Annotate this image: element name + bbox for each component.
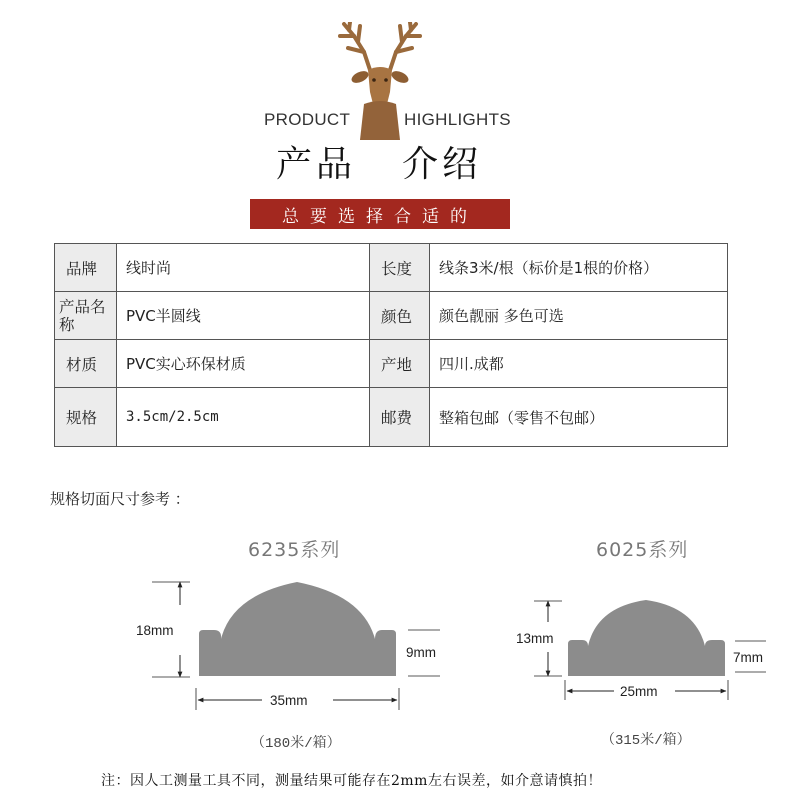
footnote: 注：因人工测量工具不同，测量结果可能存在2mm左右误差，如介意请慎拍！ [101,773,602,789]
spec-label: 邮费 [370,388,430,447]
spec-value: PVC半圆线 [117,292,370,340]
spec-value: 四川.成都 [430,340,728,388]
spec-label: 产品名称 [55,292,117,340]
spec-label: 品牌 [55,244,117,292]
slogan-banner: 总要选择合适的 [250,199,510,229]
page-title-left: 产品 [276,144,357,185]
series-name-6025: 6025系列 [596,539,689,561]
series-name-6235: 6235系列 [248,539,341,561]
spec-value: 整箱包邮（零售不包邮） [430,388,728,447]
dim-width-6025: 25mm [620,684,658,699]
spec-value: 线条3米/根（标价是1根的价格） [430,244,728,292]
spec-value: PVC实心环保材质 [117,340,370,388]
spec-label: 材质 [55,340,117,388]
dim-height-6025: 13mm [516,631,554,646]
spec-label: 规格 [55,388,117,447]
dim-edge-6235: 9mm [406,645,436,660]
highlights-text-right: HIGHLIGHTS [404,110,511,129]
page-title-right: 介绍 [402,144,483,185]
spec-label: 颜色 [370,292,430,340]
profile-shape-6235 [199,582,396,676]
dim-width-6235: 35mm [270,693,308,708]
spec-label: 产地 [370,340,430,388]
spec-value: 线时尚 [117,244,370,292]
spec-value: 颜色靓丽 多色可选 [430,292,728,340]
spec-value: 3.5cm/2.5cm [117,388,370,447]
profile-shape-6025 [568,600,725,676]
box-quantity-6025: （315米/箱） [601,733,691,749]
highlights-text-left: PRODUCT [264,110,351,129]
section-title: 规格切面尺寸参考 ： [50,490,190,508]
spec-label: 长度 [370,244,430,292]
dim-edge-6025: 7mm [733,650,763,665]
dim-height-6235: 18mm [136,623,174,638]
box-quantity-6235: （180米/箱） [251,736,341,752]
